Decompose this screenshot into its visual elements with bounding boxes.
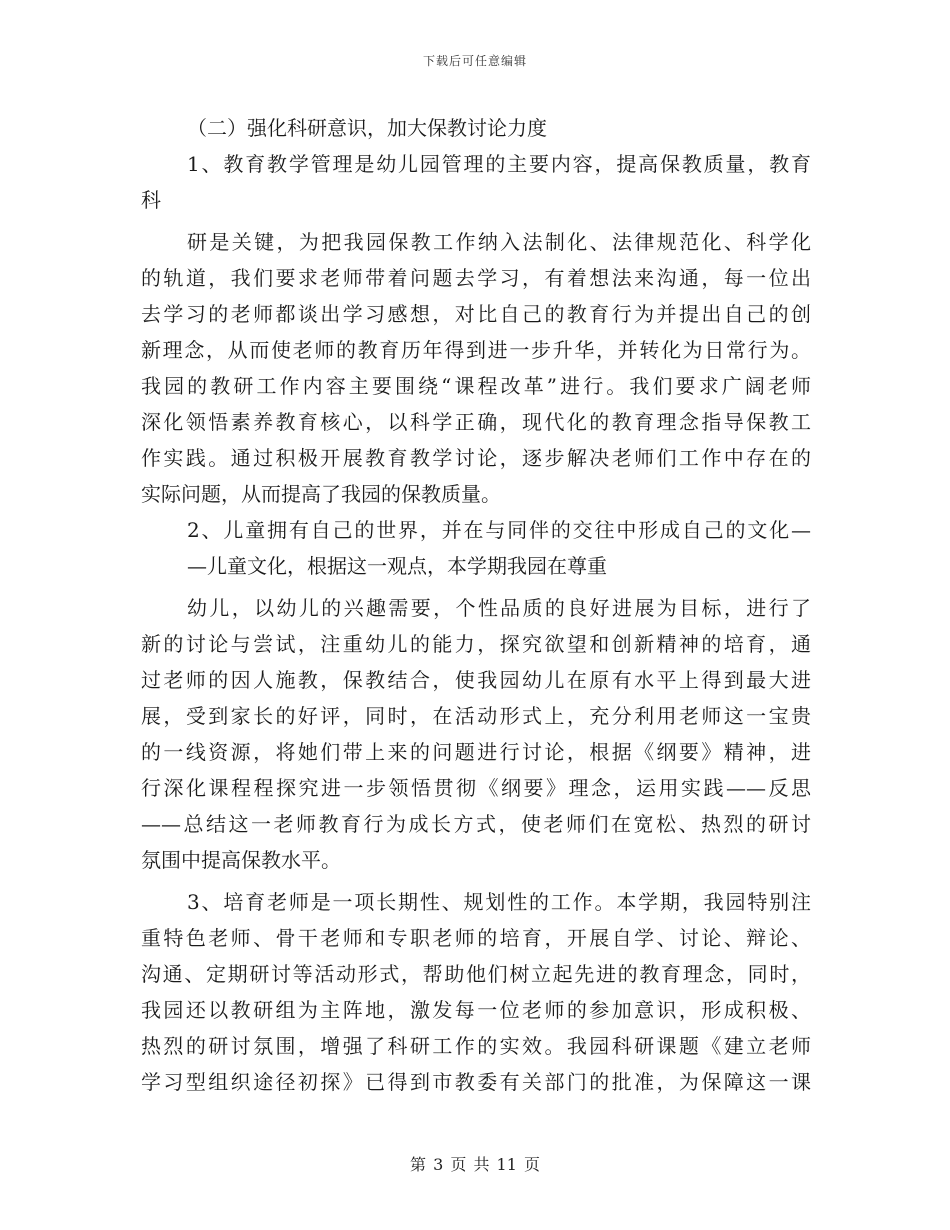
text-line: 的一线资源，将她们带上来的问题进行讨论，根据《纲要》精神，进 [141,740,811,764]
text-line: （二）强化科研意识，加大保教讨论力度 [187,116,547,140]
text-line: 的轨道，我们要求老师带着问题去学习，有着想法来沟通，每一位出 [141,266,811,290]
text-line: 我园的教研工作内容主要围绕“课程改革”进行。我们要求广阔老师 [141,374,811,398]
text-line: 过老师的因人施教，保教结合，使我园幼儿在原有水平上得到最大进 [141,668,811,692]
text-line: 作实践。通过积极开展教育教学讨论，逐步解决老师们工作中存在的 [141,446,811,470]
text-line: 行深化课程程探究进一步领悟贯彻《纲要》理念，运用实践——反思 [141,776,811,800]
document-body [141,110,811,1100]
text-line: 2、儿童拥有自己的世界，并在与同伴的交往中形成自己的文化— [187,518,811,542]
text-line: 幼儿，以幼儿的兴趣需要，个性品质的良好进展为目标，进行了 [187,596,811,620]
text-line: 重特色老师、骨干老师和专职老师的培育，开展自学、讨论、辩论、 [141,926,811,950]
text-line: 科 [141,188,161,212]
text-line: 氛围中提高保教水平。 [141,848,341,872]
text-line: 学习型组织途径初探》已得到市教委有关部门的批准，为保障这一课 [141,1070,811,1094]
text-line: 我园还以教研组为主阵地，激发每一位老师的参加意识，形成积极、 [141,998,811,1022]
text-line: 3、培育老师是一项长期性、规划性的工作。本学期，我园特别注 [187,890,811,914]
text-line: 1、教育教学管理是幼儿园管理的主要内容，提高保教质量，教育 [187,152,811,176]
text-line: 新理念，从而使老师的教育历年得到进一步升华，并转化为日常行为。 [141,338,811,362]
text-line: 研是关键，为把我园保教工作纳入法制化、法律规范化、科学化 [187,230,811,254]
text-line: 展，受到家长的好评，同时，在活动形式上，充分利用老师这一宝贵 [141,704,811,728]
text-line: —儿童文化，根据这一观点，本学期我园在尊重 [187,554,607,578]
text-line: 实际问题，从而提高了我园的保教质量。 [141,482,501,506]
text-line: 新的讨论与尝试，注重幼儿的能力，探究欲望和创新精神的培育，通 [141,632,811,656]
page-header: 下载后可任意编辑 [422,54,527,68]
text-line: 去学习的老师都谈出学习感想，对比自己的教育行为并提出自己的创 [141,302,811,326]
text-line: 深化领悟素养教育核心，以科学正确，现代化的教育理念指导保教工 [141,410,811,434]
text-line: 热烈的研讨氛围，增强了科研工作的实效。我园科研课题《建立老师 [141,1034,811,1058]
text-line: ——总结这一老师教育行为成长方式，使老师们在宽松、热烈的研讨 [141,812,811,836]
text-line: 沟通、定期研讨等活动形式，帮助他们树立起先进的教育理念，同时， [141,962,811,986]
page-number-footer: 第 3 页 共 11 页 [410,1155,540,1174]
